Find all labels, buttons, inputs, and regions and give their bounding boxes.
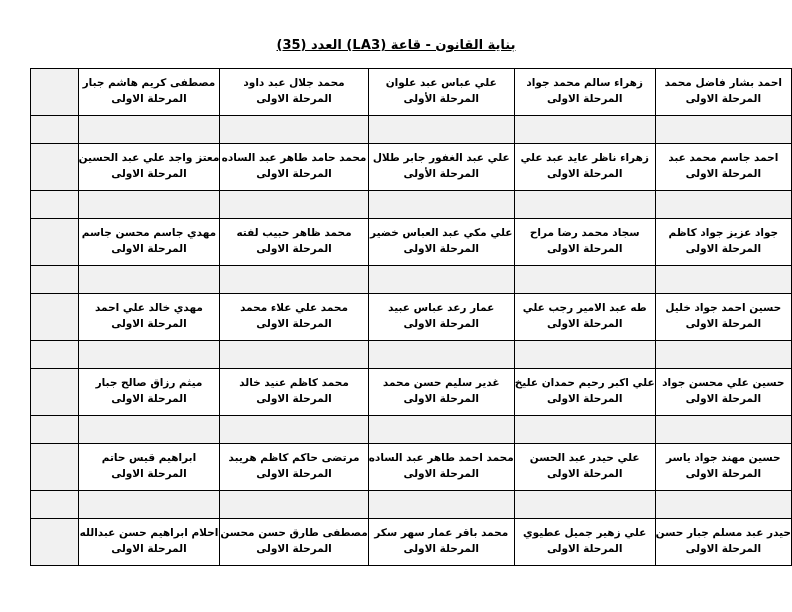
student-stage: المرحلة الاولى <box>685 393 762 405</box>
student-name: محمد احمد طاهر عبد الساده <box>368 452 514 465</box>
student-cell <box>655 219 791 266</box>
spacer-row <box>31 116 792 144</box>
student-cell <box>220 219 368 266</box>
student-name: حسين مهند جواد ياسر <box>666 452 781 465</box>
student-stage: المرحلة الاولى <box>546 168 623 180</box>
student-cell <box>220 69 368 116</box>
student-cell <box>368 519 514 566</box>
student-cell <box>368 444 514 491</box>
student-stage: المرحلة الاولى <box>256 318 332 330</box>
student-name: محمد ظاهر حبيب لفته <box>236 227 352 240</box>
student-name: جواد عزيز جواد كاظم <box>668 227 779 240</box>
empty-cell <box>655 116 791 144</box>
student-stage: المرحلة الاولى <box>546 93 623 105</box>
student-name: مصطفى طارق حسن محسن <box>220 527 368 540</box>
student-stage: المرحلة الاولى <box>546 468 623 480</box>
student-name: معتز واجد علي عبد الحسين <box>78 152 220 165</box>
table-row <box>31 369 792 416</box>
student-cell <box>220 444 368 491</box>
empty-cell <box>368 416 514 444</box>
student-stage: المرحلة الاولى <box>546 243 623 255</box>
student-stage: المرحلة الاولى <box>685 168 762 180</box>
empty-cell <box>655 191 791 219</box>
student-stage: المرحلة الاولى <box>685 318 762 330</box>
student-cell <box>220 144 368 191</box>
student-name: حسين احمد جواد خليل <box>665 302 782 315</box>
student-cell <box>78 69 220 116</box>
student-stage: المرحلة الاولى <box>256 543 332 555</box>
empty-cell <box>31 116 79 144</box>
empty-cell <box>368 491 514 519</box>
page-title: بناية القانون - قاعة (LA3) العدد (35) <box>276 38 516 53</box>
student-name: مصطفى كريم هاشم جبار <box>82 77 216 90</box>
spacer-row <box>31 191 792 219</box>
student-cell <box>655 294 791 341</box>
student-name: احمد بشار فاضل محمد <box>664 77 782 90</box>
empty-cell <box>31 369 79 416</box>
student-cell <box>368 294 514 341</box>
student-name: محمد حامد طاهر عبد الساده <box>221 152 367 165</box>
student-name: علي عباس عبد علوان <box>385 77 497 90</box>
student-name: سجاد محمد رضا مراح <box>529 227 640 240</box>
empty-cell <box>31 519 79 566</box>
student-cell <box>655 69 791 116</box>
student-cell <box>655 519 791 566</box>
empty-cell <box>78 341 220 369</box>
student-stage: المرحلة الاولى <box>403 393 479 405</box>
empty-cell <box>514 191 655 219</box>
student-name: احمد جاسم محمد عبد <box>668 152 779 165</box>
student-stage: المرحلة الاولى <box>111 93 187 105</box>
student-stage: المرحلة الاولى <box>256 243 332 255</box>
student-stage: المرحلة الاولى <box>685 243 762 255</box>
spacer-row <box>31 341 792 369</box>
student-name: ميثم رزاق صالح جبار <box>95 377 203 390</box>
student-name: طه عبد الامير رجب علي <box>522 302 647 315</box>
empty-cell <box>220 116 368 144</box>
spacer-row <box>31 266 792 294</box>
student-cell <box>514 444 655 491</box>
empty-cell <box>31 144 79 191</box>
student-name: زهراء ناظر عايد عبد علي <box>520 152 649 165</box>
student-name: مرتضى حاكم كاظم هريبد <box>228 452 360 465</box>
student-name: زهراء سالم محمد جواد <box>526 77 643 90</box>
empty-cell <box>220 266 368 294</box>
student-name: غدير سليم حسن محمد <box>382 377 500 390</box>
empty-cell <box>220 491 368 519</box>
student-stage: المرحلة الاولى <box>685 93 762 105</box>
table-row <box>31 144 792 191</box>
student-stage: المرحلة الاولى <box>111 318 187 330</box>
student-cell <box>368 144 514 191</box>
empty-cell <box>78 491 220 519</box>
empty-cell <box>655 341 791 369</box>
student-name: علي حيدر عبد الحسن <box>529 452 640 465</box>
empty-cell <box>31 294 79 341</box>
student-stage: المرحلة الاولى <box>111 168 187 180</box>
empty-cell <box>655 266 791 294</box>
student-cell <box>514 69 655 116</box>
student-cell <box>78 444 220 491</box>
student-cell <box>78 144 220 191</box>
spacer-row <box>31 491 792 519</box>
empty-cell <box>220 416 368 444</box>
student-cell <box>220 369 368 416</box>
student-stage: المرحلة الاولى <box>403 243 479 255</box>
empty-cell <box>655 491 791 519</box>
student-cell <box>78 219 220 266</box>
spacer-row <box>31 416 792 444</box>
student-name: محمد جلال عبد داود <box>243 77 345 90</box>
student-stage: المرحلة الاولى <box>111 468 187 480</box>
empty-cell <box>220 191 368 219</box>
student-cell <box>514 144 655 191</box>
empty-cell <box>368 341 514 369</box>
student-stage: المرحلة الاولى <box>256 393 332 405</box>
empty-cell <box>514 266 655 294</box>
student-cell <box>514 219 655 266</box>
student-name: احلام ابراهيم حسن عبدالله <box>79 527 219 540</box>
empty-cell <box>514 116 655 144</box>
student-cell <box>220 519 368 566</box>
student-stage: المرحلة الاولى <box>403 318 479 330</box>
empty-cell <box>31 191 79 219</box>
empty-cell <box>31 266 79 294</box>
table-row <box>31 69 792 116</box>
empty-cell <box>368 116 514 144</box>
student-cell <box>655 369 791 416</box>
student-stage: المرحلة الأولى <box>403 168 479 180</box>
empty-cell <box>78 116 220 144</box>
student-stage: المرحلة الاولى <box>111 243 187 255</box>
student-cell <box>78 369 220 416</box>
table-row <box>31 219 792 266</box>
empty-cell <box>655 416 791 444</box>
empty-cell <box>78 266 220 294</box>
empty-cell <box>514 416 655 444</box>
student-stage: المرحلة الاولى <box>685 468 762 480</box>
empty-cell <box>514 491 655 519</box>
student-cell <box>368 69 514 116</box>
empty-cell <box>368 266 514 294</box>
student-name: علي اكبر رحيم حمدان عليخ <box>514 377 655 390</box>
student-cell <box>368 369 514 416</box>
student-stage: المرحلة الاولى <box>546 543 623 555</box>
student-name: محمد علي علاء محمد <box>240 302 348 315</box>
student-cell <box>514 519 655 566</box>
empty-cell <box>78 416 220 444</box>
student-cell <box>514 369 655 416</box>
student-stage: المرحلة الأولى <box>403 93 479 105</box>
student-name: محمد كاظم عنيد خالد <box>239 377 349 390</box>
empty-cell <box>514 341 655 369</box>
student-stage: المرحلة الاولى <box>111 393 187 405</box>
empty-cell <box>368 191 514 219</box>
table-row <box>31 444 792 491</box>
empty-cell <box>31 416 79 444</box>
student-stage: المرحلة الاولى <box>111 543 187 555</box>
student-stage: المرحلة الاولى <box>546 393 623 405</box>
student-cell <box>655 444 791 491</box>
student-name: مهدي جاسم محسن جاسم <box>81 227 217 240</box>
student-stage: المرحلة الاولى <box>546 318 623 330</box>
student-name: حيدر عبد مسلم جبار حسن <box>655 527 791 540</box>
student-cell <box>78 519 220 566</box>
empty-cell <box>31 341 79 369</box>
student-cell <box>514 294 655 341</box>
empty-cell <box>78 191 220 219</box>
student-stage: المرحلة الاولى <box>403 543 479 555</box>
student-name: عمار رعد عباس عبيد <box>388 302 495 315</box>
student-name: علي زهير جميل عطيوي <box>523 527 647 540</box>
student-stage: المرحلة الاولى <box>403 468 479 480</box>
student-name: علي مكي عبد العباس خضير <box>370 227 513 240</box>
student-name: علي عبد الغفور جابر طلال <box>372 152 510 165</box>
student-cell <box>655 144 791 191</box>
student-stage: المرحلة الاولى <box>256 468 332 480</box>
empty-cell <box>31 219 79 266</box>
student-stage: المرحلة الاولى <box>685 543 762 555</box>
empty-cell <box>31 491 79 519</box>
student-cell <box>220 294 368 341</box>
table-row <box>31 294 792 341</box>
empty-cell <box>31 69 79 116</box>
student-stage: المرحلة الاولى <box>256 168 332 180</box>
student-stage: المرحلة الاولى <box>256 93 332 105</box>
student-name: مهدي خالد علي احمد <box>94 302 203 315</box>
table-row <box>31 519 792 566</box>
seating-table <box>30 68 792 566</box>
empty-cell <box>220 341 368 369</box>
student-name: حسين علي محسن جواد <box>662 377 785 390</box>
student-name: محمد باقر عمار سهر سكر <box>374 527 509 540</box>
student-cell <box>368 219 514 266</box>
empty-cell <box>31 444 79 491</box>
student-name: ابراهيم قيس حاتم <box>101 452 197 465</box>
student-cell <box>78 294 220 341</box>
